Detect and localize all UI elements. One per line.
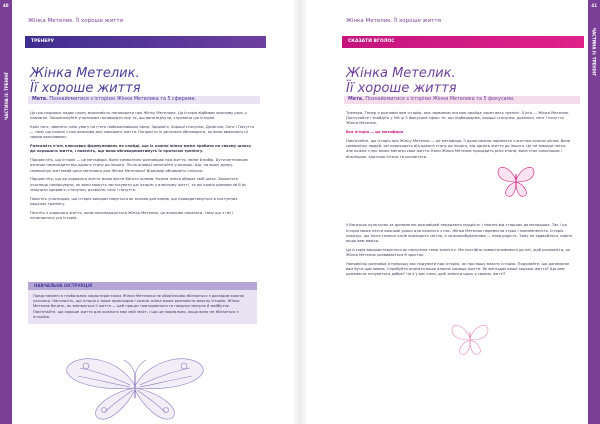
right-goal-label: Мета. bbox=[348, 97, 364, 102]
left-section-band: ТРЕНЕРУ bbox=[25, 36, 266, 48]
butterfly-illustration-small bbox=[496, 162, 536, 200]
left-goal-text: Познайомитися з історією Жінки Метелика та 5 сферами. bbox=[47, 97, 196, 102]
left-paragraph-bold: Розкажіть п'ять ключових формулювань на слайді, що їх кожна жінка може зробити на своєму шляху до хорошого життя, і поясніть, що вони обговорюватимуть їх протягом тренінгу. bbox=[30, 144, 252, 154]
left-paragraph: Ця гра-подорож надає гарну можливість поговорити про Жінку Метелика. Ця історія відбиває важливу роль у навчанні. Запропонуйте учасникам поговорити про те, що вони відчули, слухаючи цю історію. bbox=[30, 111, 247, 121]
left-paragraph bbox=[30, 144, 255, 154]
left-page-title bbox=[30, 66, 260, 96]
right-goal-text: Познайомитися з історією Жінки Метелика та 5 фокусами. bbox=[363, 97, 515, 102]
right-edge-label: ЧАСТИНА ІІ: ТРЕНІНГ bbox=[591, 27, 596, 76]
left-paragraph: Крім того, зверніть їхню увагу на п'ять найважливіших сфер: Здоров'я, Хороші стосунки, Дозвілля, Сенс і Почуття — тому що кожна з них важлива для хорошого життя. Попросіть їх детально обговорити, як вони вважають ці сфери важливими. bbox=[30, 125, 255, 140]
left-page-number: 40 bbox=[3, 3, 9, 8]
illustration-spacer bbox=[346, 163, 574, 223]
right-page-title bbox=[346, 66, 576, 96]
training-note-header: НАВЧАЛЬНА ІНСТРУКЦІЯ bbox=[28, 282, 257, 290]
right-paragraph: Тренери. Тепер я розповім вам історію, яка червоною ниткою пройде через весь тренінг. Її ім'я — Жінка Метелик. Послухайте і знайдіть у ній ці 5 фокусних сфер: те, що підбадьорює, хороші стосунки, дозвілля, сенс і почуття Жінки Метелик. bbox=[346, 111, 570, 126]
right-running-head: Жінка Метелик. Її хороше життя bbox=[346, 18, 441, 24]
right-body-text bbox=[346, 111, 574, 281]
right-paragraph: Наприкінці розповіді я попрошу вас подумати про історію, як про вашу власну історію. Подумайте, що допомагає вам бути щасливою. Спробуйте описати ваше власне хороше життя. Як виглядає ваше хороше життя? Що вам допомагає почуватися добре? Чи є у вас сили, щоб змінити щось у своєму житті? bbox=[346, 261, 570, 277]
training-note-text: Представлені в глобальних характеристиках Жінки Метелика не обов'язково збігаються з досвідом кожної учасниці. Наголосіть, що історія є лише прикладом і кожна жінка може розповісти власну історію. Жінка Метелик бачить, як змінюється її життя — цей процес повторюється та поєднує минуле й майбутнє. Пам'ятайте, що хороше життя для кожного має свій зміст, і що це нормально, якщо воно не збігається з історією. bbox=[28, 290, 257, 324]
right-page-number: 41 bbox=[591, 3, 597, 8]
right-paragraph: У багатьох культурах за допомогою розповідей передають мудрість і знання від старших до молодших. Так і ця історія може нести важливі уроки для кожного з нас. Жінка Метелик перемогла страх і невпевненість. Історія показує, що після темних часів приходить світло, а за випробуваннями — нова радість. Тому не здавайтеся, навіть якщо вам важко. bbox=[346, 223, 573, 244]
right-paragraph: Ця історія використовується як наскрізна тема тренінгу. Ми постійно повертатимемося до неї, щоб розповісти, як Жінка Метелик розвивається й зростає. bbox=[346, 247, 570, 258]
left-running-head: Жінка Метелик. Її хороше життя bbox=[28, 18, 123, 24]
butterfly-illustration-large bbox=[60, 352, 210, 420]
right-edge-bar bbox=[588, 0, 600, 424]
left-goal-label: Мета. bbox=[32, 97, 48, 102]
right-title-line-2: Її хороше життя bbox=[346, 81, 457, 96]
left-paragraph: Підкресліть, що до хорошого життя може вести багато шляхів. Кожна жінка обирає свій шлях. Заохотьте учасниць поміркувати, як вони можуть застосувати цю історію у власному житті, та які кроки допомогли б їм зміцнити здоров'я, стосунки, дозвілля, сенс і почуття. bbox=[30, 177, 246, 192]
left-title-line-1: Жінка Метелик. bbox=[30, 66, 140, 81]
left-title-line-2: Її хороше життя bbox=[30, 81, 141, 96]
right-goal-bar bbox=[344, 96, 580, 104]
left-paragraph: Поясніть учасницям, що історія використовується як основа для вправ, що проводитимуться в наступних модулях тренінгу. bbox=[30, 196, 238, 206]
left-paragraph: Почніть з хорошого життя, яким насолоджується Жінка Метелик, це важливо показати, тому що з неї і починається уся історія. bbox=[30, 210, 234, 220]
butterfly-illustration-outline bbox=[450, 320, 490, 358]
left-body-text bbox=[30, 111, 255, 225]
right-paragraph: Пам'ятайте, що історія про Жінку Метелик — це метафора. Її долю можна порівняти з життям кожної жінки. Вона символізує людей, які переходять від одного стану до іншого, від одного життя до іншого. Це не завжди легко, але кожна з нас може змінити своє життя. Коли Жінка Метелик проходить різні етапи, вона стає сильнішою і вільнішою, здатною літати та розквітати. bbox=[346, 139, 571, 159]
right-section-heading: Вся історія — це метафора bbox=[346, 130, 404, 135]
left-edge-bar bbox=[0, 0, 12, 424]
training-note-box bbox=[28, 282, 257, 324]
left-edge-label: ЧАСТИНА ІІ: ТРЕНІНГ bbox=[4, 71, 9, 120]
right-page bbox=[300, 0, 600, 424]
right-title-line-1: Жінка Метелик. bbox=[346, 66, 456, 81]
left-goal-bar bbox=[28, 96, 260, 104]
right-section-band: СКАЗАТИ ВГОЛОС bbox=[342, 36, 584, 48]
left-paragraph: Підкресліть, що історія — це метафора. Вона символічно розповідає про життя, зміни й вибір. Бути метеликом означає переходити від одного стану до іншого. Після оповіді запитайте учасниць: Що, на вашу думку, символізує життєвий цикл метелика для Жінки Метелика? Відповіді обговоріть спільно. bbox=[30, 158, 248, 173]
